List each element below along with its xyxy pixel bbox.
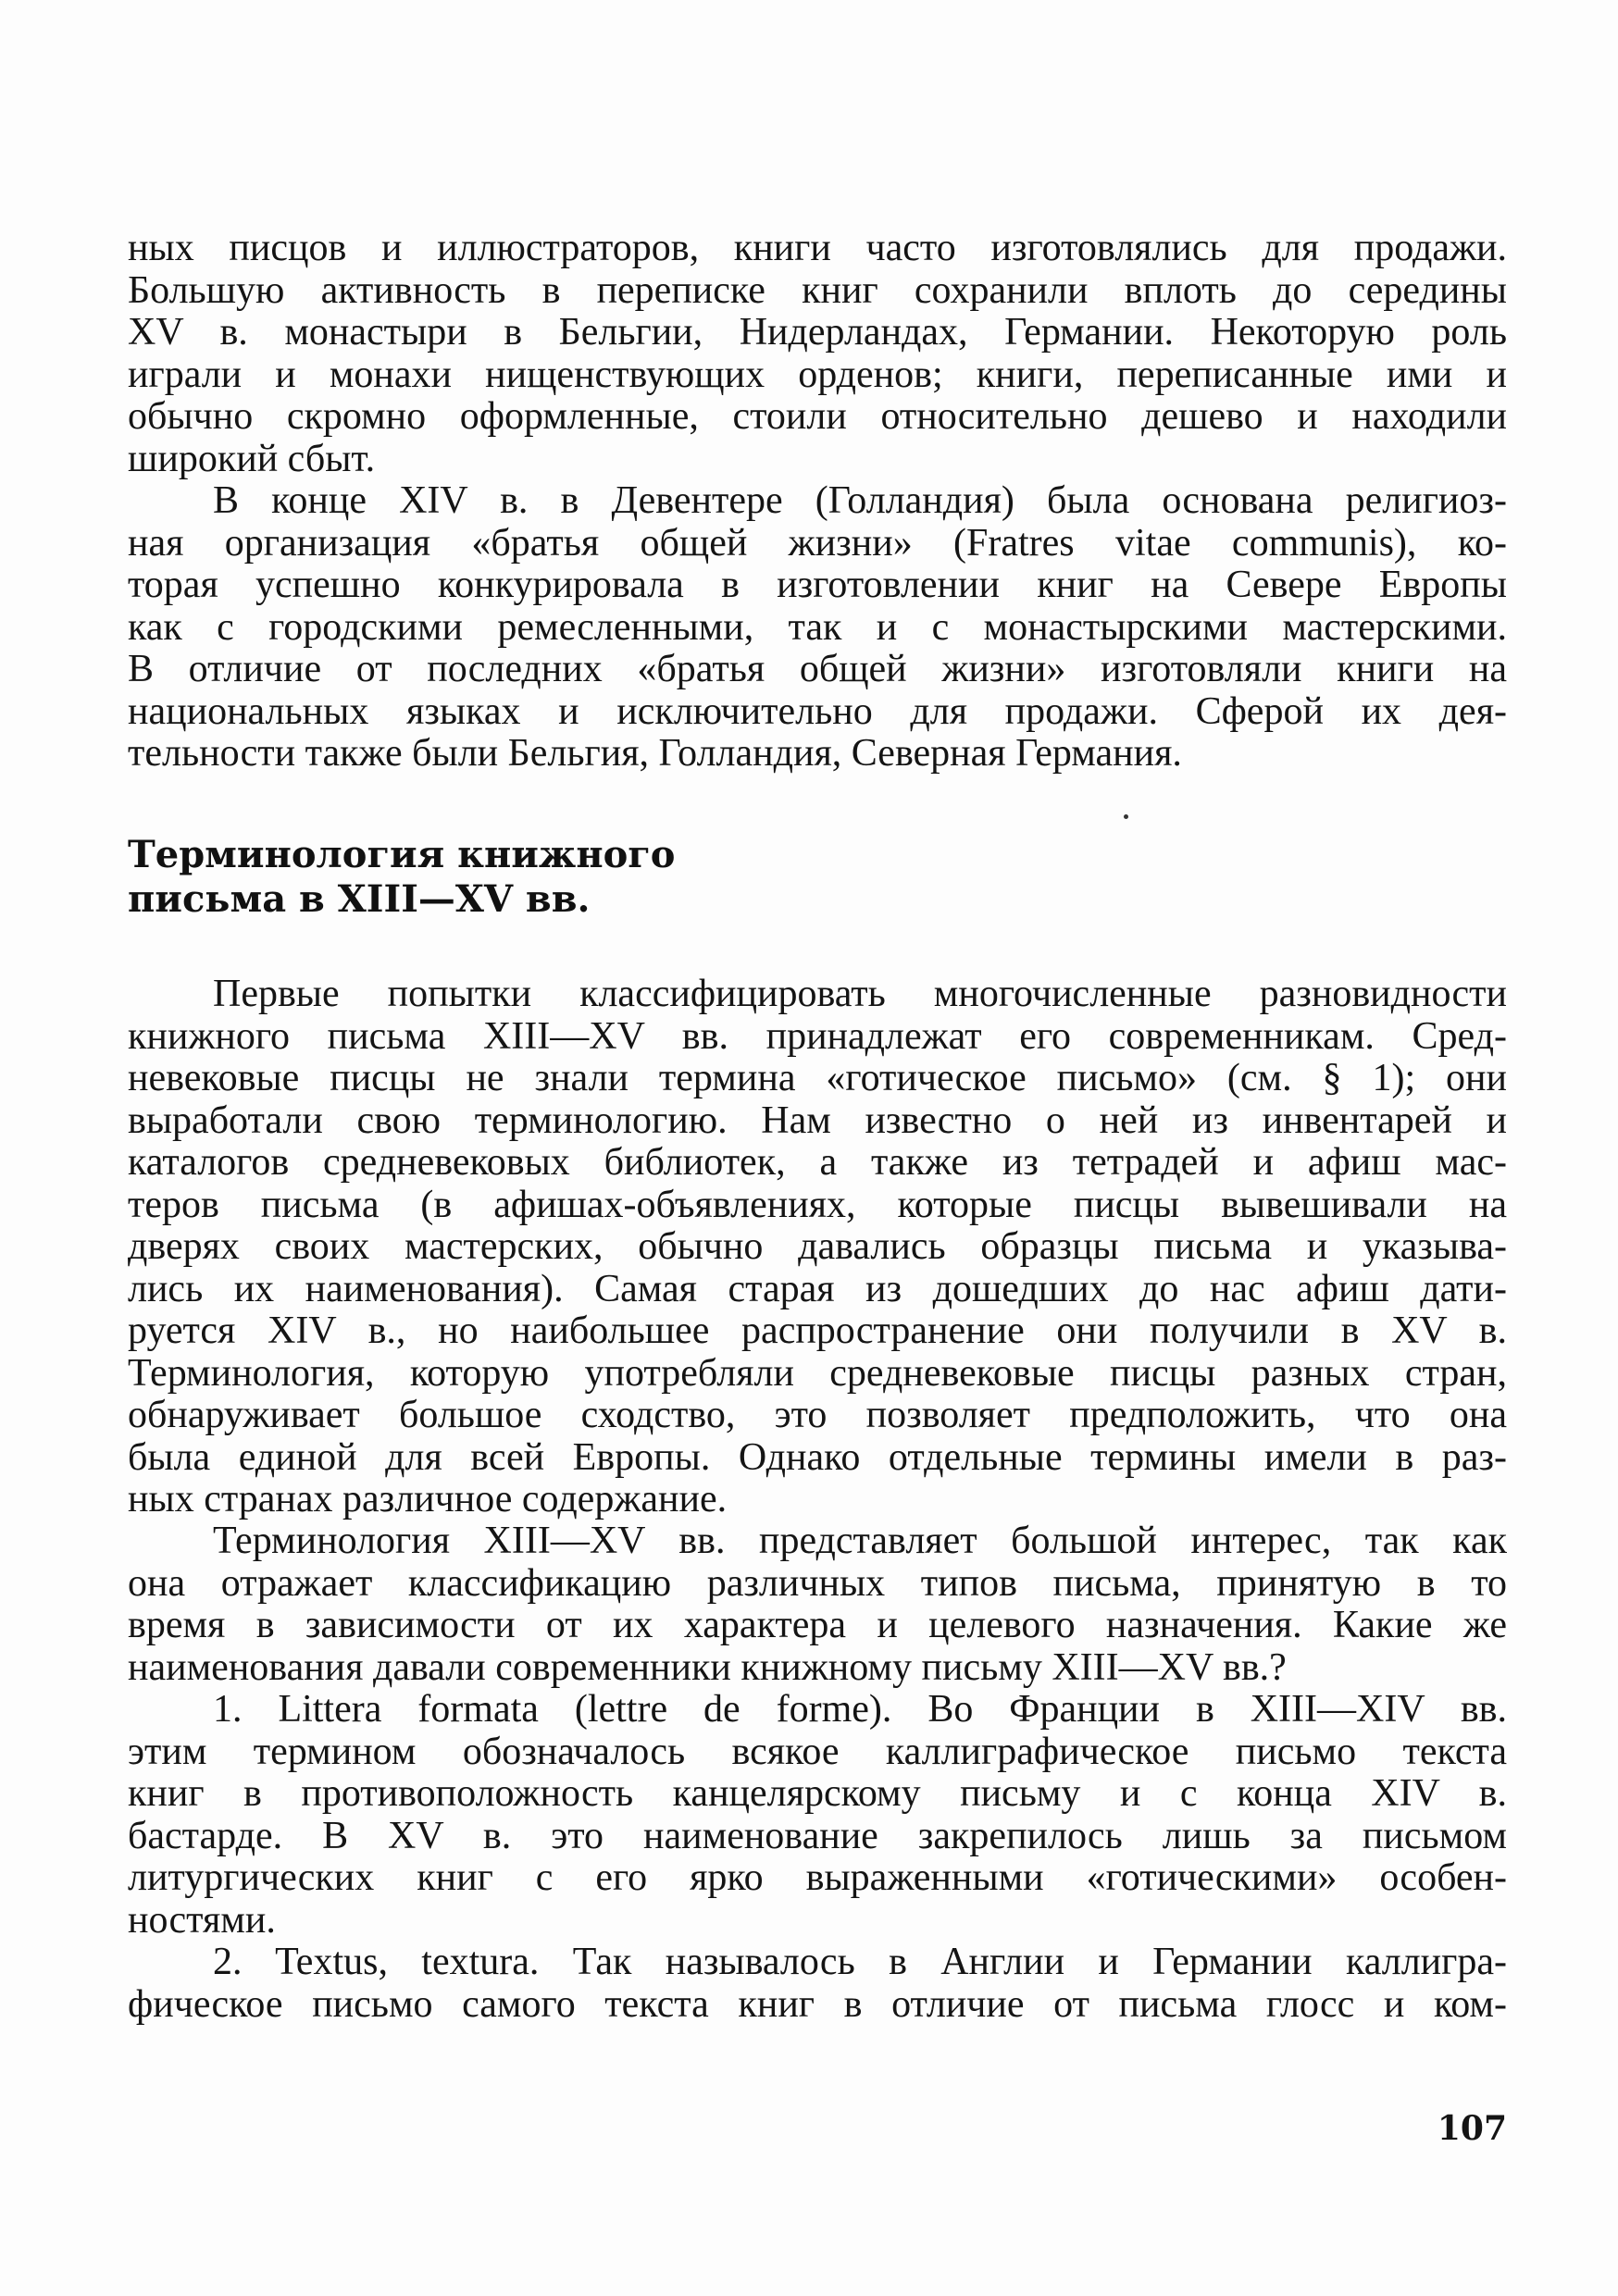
text-line: ная организация «братья общей жизни» (Fratres vitae communis), ко- <box>128 522 1507 565</box>
text-line: Терминология, которую употребляли средневековые писцы разных стран, <box>128 1352 1507 1395</box>
paragraph-5 <box>128 1689 1507 1942</box>
text-line: каталогов средневековых библиотек, а также из тетрадей и афиш мас- <box>128 1142 1507 1184</box>
text-line: тельности также были Бельгия, Голландия, Северная Германия. <box>128 733 1182 775</box>
text-line: В конце XIV в. в Девентере (Голландия) была основана религиоз- <box>213 480 1507 522</box>
text-line: время в зависимости от их характера и целевого назначения. Какие же <box>128 1605 1507 1646</box>
heading-line: письма в XIII—XV вв. <box>128 877 591 921</box>
text-line: теров письма (в афишах-объявлениях, которые писцы вывешивали на <box>128 1184 1507 1226</box>
text-line: торая успешно конкурировала в изготовлении книг на Севере Европы <box>128 565 1507 606</box>
text-line: национальных языках и исключительно для продажи. Сферой их дея- <box>128 690 1507 733</box>
paragraph-1 <box>128 228 1507 480</box>
text-line: широкий сбыт. <box>128 438 376 480</box>
text-line: была единой для всей Европы. Однако отдельные термины имели в раз- <box>128 1436 1507 1479</box>
text-line: литургических книг с его ярко выраженными «готическими» особен- <box>128 1857 1507 1899</box>
text-line: как с городскими ремесленными, так и с монастырскими мастерскими. <box>128 606 1507 649</box>
text-line: фическое письмо самого текста книг в отличие от письма глосс и ком- <box>128 1983 1507 2026</box>
text-line: Терминология XIII—XV вв. представляет большой интерес, так как <box>213 1520 1507 1562</box>
paragraph-3 <box>128 974 1507 1521</box>
page-number: 107 <box>1437 2109 1507 2148</box>
text-line: невековые писцы не знали термина «готическое письмо» (см. § 1); они <box>128 1058 1507 1099</box>
text-line: этим термином обозначалось всякое каллиграфическое письмо текста <box>128 1731 1507 1773</box>
print-speck <box>1124 814 1128 819</box>
section-heading <box>128 833 961 922</box>
text-line: руется XIV в., но наибольшее распространение они получили в XV в. <box>128 1310 1507 1352</box>
text-line: обнаруживает большое сходство, это позволяет предположить, что она <box>128 1395 1507 1436</box>
text-line: книг в противоположность канцелярскому письму и с конца XIV в. <box>128 1773 1507 1815</box>
paragraph-2 <box>128 480 1507 776</box>
text-line: дверях своих мастерских, обычно давались образцы письма и указыва- <box>128 1226 1507 1268</box>
text-line: ных писцов и иллюстраторов, книги часто изготовлялись для продажи. <box>128 228 1507 269</box>
text-line: обычно скромно оформленные, стоили относительно дешево и находили <box>128 396 1507 438</box>
heading-line: Терминология книжного <box>128 833 676 876</box>
text-line: играли и монахи нищенствующих орденов; книги, переписанные ими и <box>128 354 1507 396</box>
text-line: бастарде. В XV в. это наименование закрепилось лишь за письмом <box>128 1815 1507 1857</box>
text-line: В отличие от последних «братья общей жизни» изготовляли книги на <box>128 649 1507 690</box>
text-line: ностями. <box>128 1899 276 1942</box>
text-line: Большую активность в переписке книг сохранили вплоть до середины <box>128 269 1507 312</box>
text-line: наименования давали современники книжному письму XIII—XV вв.? <box>128 1646 1287 1689</box>
text-line: ных странах различное содержание. <box>128 1479 728 1520</box>
text-line: 2. Textus, textura. Так называлось в Англии и Германии каллигра- <box>213 1942 1507 1983</box>
paragraph-6 <box>128 1942 1507 2026</box>
text-line: XV в. монастыри в Бельгии, Нидерландах, Германии. Некоторую роль <box>128 312 1507 354</box>
text-line: выработали свою терминологию. Нам известно о ней из инвентарей и <box>128 1099 1507 1142</box>
text-line: лись их наименования). Самая старая из дошедших до нас афиш дати- <box>128 1268 1507 1310</box>
text-line: Первые попытки классифицировать многочисленные разновидности <box>213 974 1507 1015</box>
paragraph-4 <box>128 1520 1507 1689</box>
text-line: 1. Littera formata (lettre de forme). Во Франции в XIII—XIV вв. <box>213 1689 1507 1731</box>
text-line: книжного письма XIII—XV вв. принадлежат его современникам. Сред- <box>128 1015 1507 1058</box>
text-line: она отражает классификацию различных типов письма, принятую в то <box>128 1562 1507 1605</box>
